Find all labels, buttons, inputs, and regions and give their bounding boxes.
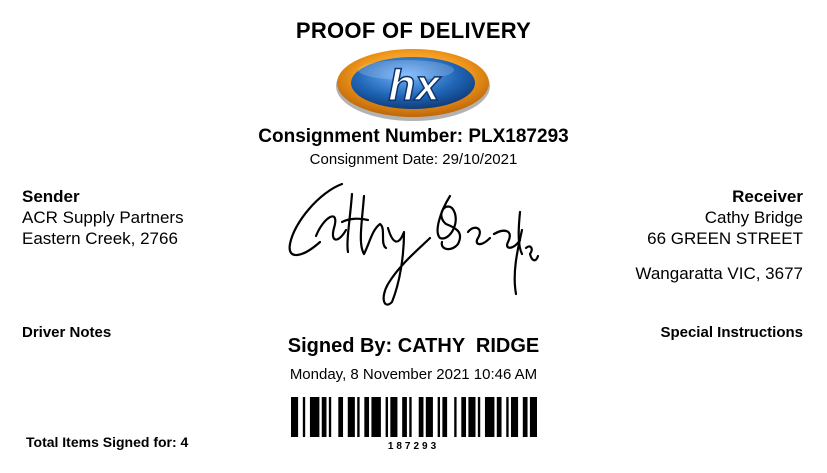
driver-notes-label: Driver Notes bbox=[22, 324, 112, 341]
barcode-bar bbox=[530, 397, 537, 437]
barcode-bar bbox=[402, 397, 407, 437]
barcode-bar bbox=[409, 397, 411, 437]
barcode-bar bbox=[329, 397, 331, 437]
signature-image bbox=[280, 172, 550, 312]
barcode bbox=[291, 397, 537, 437]
special-instructions-label: Special Instructions bbox=[660, 324, 803, 341]
receiver-name: Cathy Bridge bbox=[704, 208, 803, 227]
sender-block bbox=[22, 186, 184, 249]
consignment-number-value: PLX187293 bbox=[468, 126, 569, 147]
signed-by bbox=[0, 335, 827, 358]
barcode-bar bbox=[506, 397, 508, 437]
barcode-bar bbox=[523, 397, 528, 437]
barcode-bar bbox=[461, 397, 466, 437]
barcode-bar bbox=[386, 397, 388, 437]
receiver-heading: Receiver bbox=[732, 187, 803, 206]
signed-by-label: Signed By: bbox=[287, 335, 398, 357]
consignment-date-value: 29/10/2021 bbox=[442, 151, 518, 168]
consignment-date bbox=[0, 151, 827, 168]
barcode-bar bbox=[310, 397, 319, 437]
receiver-street: 66 GREEN STREET bbox=[647, 229, 803, 248]
barcode-bar bbox=[322, 397, 327, 437]
barcode-bar bbox=[511, 397, 518, 437]
barcode-bar bbox=[291, 397, 298, 437]
barcode-bar bbox=[497, 397, 502, 437]
signed-by-name: CATHY RIDGE bbox=[397, 335, 540, 357]
sender-heading: Sender bbox=[22, 187, 80, 206]
hx-logo bbox=[334, 46, 492, 122]
sender-address: Eastern Creek, 2766 bbox=[22, 229, 178, 248]
consignment-date-label: Consignment Date: bbox=[309, 151, 443, 168]
barcode-bar bbox=[348, 397, 355, 437]
barcode-bar bbox=[357, 397, 359, 437]
total-items-value: 4 bbox=[180, 434, 189, 450]
receiver-city: Wangaratta VIC, 3677 bbox=[635, 264, 803, 283]
barcode-bar bbox=[303, 397, 305, 437]
sender-name: ACR Supply Partners bbox=[22, 208, 184, 227]
barcode-bar bbox=[468, 397, 475, 437]
logo-text: hx bbox=[388, 61, 440, 110]
barcode-bar bbox=[371, 397, 380, 437]
barcode-bar bbox=[390, 397, 397, 437]
barcode-number: 187293 bbox=[387, 441, 440, 452]
barcode-bar bbox=[338, 397, 343, 437]
signed-datetime: Monday, 8 November 2021 10:46 AM bbox=[289, 366, 538, 383]
receiver-block bbox=[635, 186, 803, 284]
barcode-bar bbox=[364, 397, 369, 437]
consignment-number bbox=[0, 126, 827, 148]
barcode-bar bbox=[478, 397, 480, 437]
barcode-bar bbox=[438, 397, 440, 437]
barcode-bar bbox=[426, 397, 433, 437]
barcode-bar bbox=[442, 397, 447, 437]
barcode-bar bbox=[419, 397, 424, 437]
total-items bbox=[26, 434, 188, 450]
barcode-bar bbox=[485, 397, 494, 437]
total-items-label: Total Items Signed for: bbox=[26, 434, 181, 450]
page-title: PROOF OF DELIVERY bbox=[295, 18, 532, 43]
barcode-bar bbox=[454, 397, 456, 437]
consignment-number-label: Consignment Number: bbox=[258, 126, 469, 147]
